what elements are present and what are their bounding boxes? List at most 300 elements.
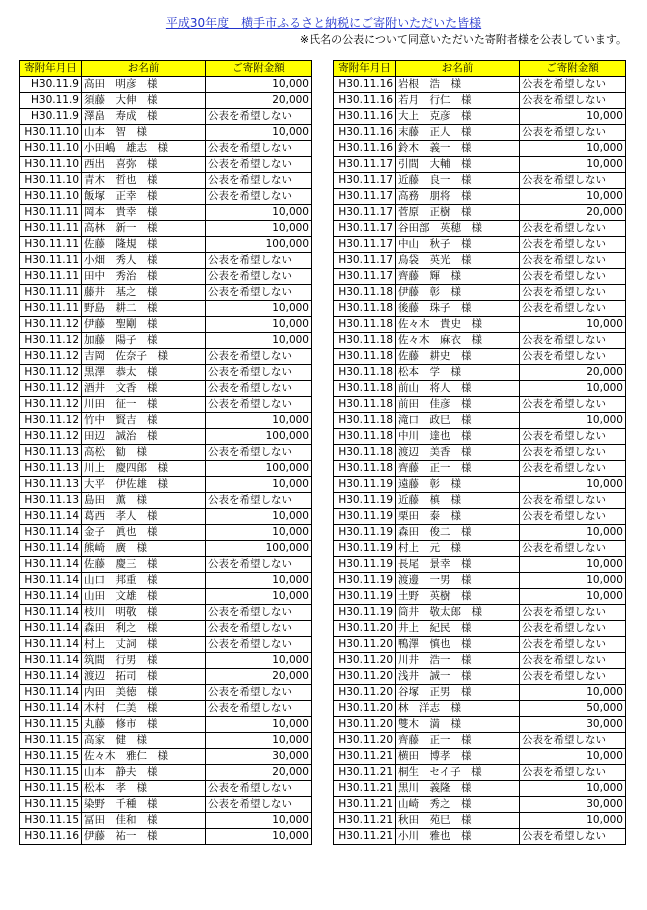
donation-date-cell: H30.11.19 — [334, 573, 396, 589]
donor-name-cell: 齊藤 正一 様 — [396, 733, 520, 749]
donation-date-cell: H30.11.17 — [334, 157, 396, 173]
donation-date-cell: H30.11.11 — [20, 269, 82, 285]
donation-date-cell: H30.11.14 — [20, 685, 82, 701]
donation-amount-cell: 10,000 — [520, 317, 626, 333]
table-row — [20, 269, 312, 285]
table-row — [20, 685, 312, 701]
donation-amount-cell: 公表を希望しない — [520, 125, 626, 141]
table-row — [334, 669, 626, 685]
table-row — [20, 317, 312, 333]
donor-name-cell: 佐藤 耕史 様 — [396, 349, 520, 365]
donor-name-cell: 筒井 敬太郎 様 — [396, 605, 520, 621]
donation-date-cell: H30.11.16 — [334, 141, 396, 157]
donation-date-cell: H30.11.20 — [334, 733, 396, 749]
donation-amount-cell: 100,000 — [206, 461, 312, 477]
donor-name-cell: 齊藤 輝 様 — [396, 269, 520, 285]
donor-name-cell: 黒川 義隆 様 — [396, 781, 520, 797]
donation-date-cell: H30.11.14 — [20, 509, 82, 525]
donor-name-cell: 近藤 良一 様 — [396, 173, 520, 189]
table-row — [334, 637, 626, 653]
donation-date-cell: H30.11.19 — [334, 509, 396, 525]
donor-name-cell: 秋田 苑巳 様 — [396, 813, 520, 829]
donation-date-cell: H30.11.18 — [334, 397, 396, 413]
donor-name-cell: 長尾 景幸 様 — [396, 557, 520, 573]
donation-amount-cell: 公表を希望しない — [206, 173, 312, 189]
donation-amount-cell: 10,000 — [520, 413, 626, 429]
donation-date-cell: H30.11.17 — [334, 221, 396, 237]
donor-name-cell: 染野 千種 様 — [82, 797, 206, 813]
donor-name-cell: 山本 静夫 様 — [82, 765, 206, 781]
donation-date-cell: H30.11.12 — [20, 413, 82, 429]
donation-amount-cell: 公表を希望しない — [206, 157, 312, 173]
donation-date-cell: H30.11.18 — [334, 429, 396, 445]
donation-amount-cell: 公表を希望しない — [206, 781, 312, 797]
donation-date-cell: H30.11.19 — [334, 493, 396, 509]
donor-name-cell: 渡辺 拓司 様 — [82, 669, 206, 685]
donation-date-cell: H30.11.10 — [20, 141, 82, 157]
table-row — [20, 461, 312, 477]
table-row — [334, 269, 626, 285]
donor-name-cell: 桐生 セイ子 様 — [396, 765, 520, 781]
donor-name-cell: 小畑 秀人 様 — [82, 253, 206, 269]
donation-amount-cell: 公表を希望しない — [206, 269, 312, 285]
donor-name-cell: 佐々木 雅仁 様 — [82, 749, 206, 765]
table-row — [334, 285, 626, 301]
donation-amount-cell: 公表を希望しない — [520, 493, 626, 509]
disclosure-note: ※氏名の公表について同意いただいた寄附者様を公表しています。 — [299, 33, 627, 46]
table-row — [334, 749, 626, 765]
donation-amount-cell: 公表を希望しない — [520, 509, 626, 525]
table-row — [334, 349, 626, 365]
donation-amount-cell: 公表を希望しない — [520, 285, 626, 301]
donation-amount-cell: 10,000 — [520, 381, 626, 397]
donation-date-cell: H30.11.15 — [20, 749, 82, 765]
donor-name-cell: 筑間 行男 様 — [82, 653, 206, 669]
donor-name-cell: 滝口 政巳 様 — [396, 413, 520, 429]
donation-date-cell: H30.11.10 — [20, 173, 82, 189]
donation-amount-cell: 10,000 — [520, 781, 626, 797]
donor-name-cell: 伊藤 祐一 様 — [82, 829, 206, 845]
donation-amount-cell: 公表を希望しない — [520, 397, 626, 413]
donation-amount-cell: 10,000 — [520, 109, 626, 125]
table-row — [334, 429, 626, 445]
donor-name-cell: 中川 達也 様 — [396, 429, 520, 445]
table-row — [20, 205, 312, 221]
donor-name-cell: 冨田 佳和 様 — [82, 813, 206, 829]
donation-date-cell: H30.11.21 — [334, 797, 396, 813]
table-row — [20, 109, 312, 125]
table-row — [334, 381, 626, 397]
donation-amount-cell: 100,000 — [206, 237, 312, 253]
donation-date-cell: H30.11.14 — [20, 525, 82, 541]
donation-date-cell: H30.11.12 — [20, 317, 82, 333]
donor-name-cell: 青木 哲也 様 — [82, 173, 206, 189]
donation-amount-cell: 公表を希望しない — [206, 253, 312, 269]
donation-date-cell: H30.11.18 — [334, 445, 396, 461]
table-row — [20, 509, 312, 525]
donation-amount-cell: 公表を希望しない — [520, 429, 626, 445]
donation-date-cell: H30.11.19 — [334, 605, 396, 621]
table-row — [334, 557, 626, 573]
donation-amount-cell: 公表を希望しない — [520, 653, 626, 669]
donation-date-cell: H30.11.12 — [20, 381, 82, 397]
table-row — [20, 381, 312, 397]
table-row — [334, 733, 626, 749]
donation-amount-cell: 10,000 — [206, 205, 312, 221]
table-row — [334, 573, 626, 589]
donation-date-cell: H30.11.15 — [20, 813, 82, 829]
donation-amount-cell: 公表を希望しない — [206, 109, 312, 125]
donation-date-cell: H30.11.15 — [20, 733, 82, 749]
header-date: 寄附年月日 — [334, 61, 396, 77]
donor-name-cell: 井上 紀民 様 — [396, 621, 520, 637]
donation-amount-cell: 10,000 — [206, 653, 312, 669]
donation-date-cell: H30.11.14 — [20, 621, 82, 637]
donation-amount-cell: 20,000 — [520, 205, 626, 221]
table-row — [20, 349, 312, 365]
donor-name-cell: 田中 秀治 様 — [82, 269, 206, 285]
donor-name-cell: 大平 伊佐雄 様 — [82, 477, 206, 493]
donation-amount-cell: 10,000 — [206, 573, 312, 589]
donation-amount-cell: 10,000 — [520, 573, 626, 589]
donation-date-cell: H30.11.11 — [20, 237, 82, 253]
donation-amount-cell: 10,000 — [206, 317, 312, 333]
table-row — [334, 525, 626, 541]
donor-name-cell: 鳥袋 英光 様 — [396, 253, 520, 269]
table-row — [20, 477, 312, 493]
donation-date-cell: H30.11.21 — [334, 813, 396, 829]
donation-amount-cell: 公表を希望しない — [206, 189, 312, 205]
donor-name-cell: 横田 博孝 様 — [396, 749, 520, 765]
donation-date-cell: H30.11.17 — [334, 253, 396, 269]
donation-date-cell: H30.11.12 — [20, 429, 82, 445]
table-row — [20, 397, 312, 413]
table-row — [20, 541, 312, 557]
donation-date-cell: H30.11.11 — [20, 301, 82, 317]
donation-date-cell: H30.11.18 — [334, 301, 396, 317]
donor-name-cell: 前田 佳彦 様 — [396, 397, 520, 413]
donor-name-cell: 高林 新一 様 — [82, 221, 206, 237]
table-row — [20, 797, 312, 813]
donation-date-cell: H30.11.11 — [20, 221, 82, 237]
table-row — [334, 765, 626, 781]
table-row — [334, 685, 626, 701]
donation-amount-cell: 100,000 — [206, 541, 312, 557]
donor-name-cell: 藤井 基之 様 — [82, 285, 206, 301]
table-row — [20, 429, 312, 445]
donor-name-cell: 竹中 賢吉 様 — [82, 413, 206, 429]
table-header-row — [20, 61, 312, 77]
donation-amount-cell: 公表を希望しない — [520, 173, 626, 189]
table-row — [20, 749, 312, 765]
table-row — [20, 637, 312, 653]
table-row — [334, 365, 626, 381]
table-row — [20, 285, 312, 301]
table-row — [334, 205, 626, 221]
table-row — [334, 253, 626, 269]
table-row — [334, 541, 626, 557]
donation-date-cell: H30.11.17 — [334, 189, 396, 205]
donor-name-cell: 近藤 槙 様 — [396, 493, 520, 509]
table-row — [20, 365, 312, 381]
donor-name-cell: 須藤 大伸 様 — [82, 93, 206, 109]
donor-name-cell: 齊藤 正一 様 — [396, 461, 520, 477]
table-row — [334, 237, 626, 253]
table-row — [334, 797, 626, 813]
donation-amount-cell: 公表を希望しない — [520, 93, 626, 109]
donation-date-cell: H30.11.16 — [334, 109, 396, 125]
donor-name-cell: 菅原 正樹 様 — [396, 205, 520, 221]
table-row — [334, 701, 626, 717]
donor-name-cell: 後藤 珠子 様 — [396, 301, 520, 317]
table-row — [334, 77, 626, 93]
donation-date-cell: H30.11.13 — [20, 477, 82, 493]
table-row — [20, 589, 312, 605]
donation-date-cell: H30.11.17 — [334, 237, 396, 253]
donor-name-cell: 高田 明彦 様 — [82, 77, 206, 93]
donation-date-cell: H30.11.11 — [20, 253, 82, 269]
donation-date-cell: H30.11.15 — [20, 765, 82, 781]
donor-name-cell: 山崎 秀之 様 — [396, 797, 520, 813]
table-row — [334, 173, 626, 189]
donation-date-cell: H30.11.9 — [20, 93, 82, 109]
donor-table-right — [333, 60, 626, 845]
donation-amount-cell: 公表を希望しない — [206, 285, 312, 301]
table-row — [334, 653, 626, 669]
donation-amount-cell: 10,000 — [520, 477, 626, 493]
donation-date-cell: H30.11.20 — [334, 685, 396, 701]
donation-amount-cell: 10,000 — [206, 829, 312, 845]
donation-date-cell: H30.11.18 — [334, 317, 396, 333]
donation-date-cell: H30.11.21 — [334, 765, 396, 781]
donor-name-cell: 金子 眞也 様 — [82, 525, 206, 541]
donor-name-cell: 小田嶋 雄志 様 — [82, 141, 206, 157]
donor-name-cell: 村上 丈詞 様 — [82, 637, 206, 653]
donation-amount-cell: 30,000 — [520, 717, 626, 733]
donation-date-cell: H30.11.15 — [20, 717, 82, 733]
donor-name-cell: 熊崎 廣 様 — [82, 541, 206, 557]
donation-date-cell: H30.11.20 — [334, 669, 396, 685]
table-row — [20, 717, 312, 733]
donation-amount-cell: 公表を希望しない — [206, 493, 312, 509]
donor-name-cell: 佐藤 慶三 様 — [82, 557, 206, 573]
donation-date-cell: H30.11.21 — [334, 829, 396, 845]
donor-name-cell: 吉岡 佐奈子 様 — [82, 349, 206, 365]
donation-date-cell: H30.11.19 — [334, 525, 396, 541]
donation-date-cell: H30.11.10 — [20, 157, 82, 173]
table-row — [334, 189, 626, 205]
table-row — [334, 301, 626, 317]
table-row — [334, 413, 626, 429]
donor-name-cell: 岩根 浩 様 — [396, 77, 520, 93]
donor-name-cell: 遠藤 彰 様 — [396, 477, 520, 493]
donor-name-cell: 西出 喜弥 様 — [82, 157, 206, 173]
donor-name-cell: 島田 薫 様 — [82, 493, 206, 509]
table-row — [334, 813, 626, 829]
donor-name-cell: 松本 孝 様 — [82, 781, 206, 797]
table-row — [334, 125, 626, 141]
donor-name-cell: 伊藤 聖剛 様 — [82, 317, 206, 333]
donation-amount-cell: 公表を希望しない — [206, 381, 312, 397]
table-row — [20, 125, 312, 141]
donation-date-cell: H30.11.16 — [334, 125, 396, 141]
table-row — [20, 93, 312, 109]
donor-name-cell: 加藤 陽子 様 — [82, 333, 206, 349]
donation-date-cell: H30.11.21 — [334, 749, 396, 765]
donation-amount-cell: 10,000 — [520, 813, 626, 829]
donation-amount-cell: 公表を希望しない — [206, 397, 312, 413]
donation-amount-cell: 10,000 — [206, 125, 312, 141]
table-header-row — [334, 61, 626, 77]
donation-date-cell: H30.11.10 — [20, 125, 82, 141]
donation-amount-cell: 10,000 — [520, 749, 626, 765]
donation-date-cell: H30.11.13 — [20, 445, 82, 461]
donation-amount-cell: 公表を希望しない — [520, 333, 626, 349]
donation-amount-cell: 公表を希望しない — [520, 765, 626, 781]
donor-name-cell: 高家 健 様 — [82, 733, 206, 749]
table-row — [20, 701, 312, 717]
donation-amount-cell: 10,000 — [206, 813, 312, 829]
donor-name-cell: 谷田部 英穂 様 — [396, 221, 520, 237]
donation-date-cell: H30.11.20 — [334, 637, 396, 653]
donor-name-cell: 谷塚 正男 様 — [396, 685, 520, 701]
table-row — [334, 93, 626, 109]
donation-amount-cell: 公表を希望しない — [520, 349, 626, 365]
donation-date-cell: H30.11.16 — [20, 829, 82, 845]
table-row — [334, 157, 626, 173]
donor-name-cell: 丸藤 修市 様 — [82, 717, 206, 733]
donor-name-cell: 栗田 泰 様 — [396, 509, 520, 525]
table-row — [20, 621, 312, 637]
donor-name-cell: 黒澤 恭太 様 — [82, 365, 206, 381]
donation-amount-cell: 公表を希望しない — [520, 269, 626, 285]
donation-amount-cell: 10,000 — [206, 717, 312, 733]
donation-amount-cell: 公表を希望しない — [520, 669, 626, 685]
table-row — [20, 653, 312, 669]
donor-name-cell: 山田 文雄 様 — [82, 589, 206, 605]
donation-date-cell: H30.11.14 — [20, 589, 82, 605]
donation-amount-cell: 公表を希望しない — [206, 685, 312, 701]
table-row — [20, 557, 312, 573]
donor-name-cell: 小川 雅也 様 — [396, 829, 520, 845]
donor-name-cell: 高務 朋将 様 — [396, 189, 520, 205]
donation-date-cell: H30.11.14 — [20, 669, 82, 685]
table-row — [334, 221, 626, 237]
donation-amount-cell: 10,000 — [520, 557, 626, 573]
donation-amount-cell: 30,000 — [520, 797, 626, 813]
donor-name-cell: 林 洋志 様 — [396, 701, 520, 717]
table-row — [334, 461, 626, 477]
table-row — [20, 157, 312, 173]
donor-name-cell: 鈴木 義一 様 — [396, 141, 520, 157]
table-row — [334, 109, 626, 125]
header-name: お名前 — [82, 61, 206, 77]
table-row — [20, 413, 312, 429]
donation-amount-cell: 公表を希望しない — [206, 797, 312, 813]
table-row — [20, 141, 312, 157]
table-row — [20, 573, 312, 589]
donation-amount-cell: 50,000 — [520, 701, 626, 717]
donation-date-cell: H30.11.20 — [334, 653, 396, 669]
donation-date-cell: H30.11.9 — [20, 77, 82, 93]
donor-name-cell: 葛西 孝人 様 — [82, 509, 206, 525]
donation-amount-cell: 公表を希望しない — [520, 637, 626, 653]
table-row — [20, 493, 312, 509]
donation-date-cell: H30.11.18 — [334, 461, 396, 477]
donor-table-left — [19, 60, 312, 845]
table-row — [20, 813, 312, 829]
donor-name-cell: 内田 美徳 様 — [82, 685, 206, 701]
donation-amount-cell: 公表を希望しない — [520, 301, 626, 317]
table-row — [20, 781, 312, 797]
donor-name-cell: 佐々木 麻衣 様 — [396, 333, 520, 349]
donor-name-cell: 渡辺 美香 様 — [396, 445, 520, 461]
donation-amount-cell: 10,000 — [520, 589, 626, 605]
donation-date-cell: H30.11.13 — [20, 461, 82, 477]
table-row — [334, 141, 626, 157]
donation-amount-cell: 公表を希望しない — [206, 621, 312, 637]
donor-name-cell: 木村 仁美 様 — [82, 701, 206, 717]
donation-date-cell: H30.11.16 — [334, 93, 396, 109]
donor-name-cell: 高松 勧 様 — [82, 445, 206, 461]
donation-amount-cell: 公表を希望しない — [206, 349, 312, 365]
donation-date-cell: H30.11.14 — [20, 637, 82, 653]
donor-name-cell: 鴨澤 慎也 様 — [396, 637, 520, 653]
donation-amount-cell: 10,000 — [520, 685, 626, 701]
donor-name-cell: 伊藤 彰 様 — [396, 285, 520, 301]
donation-date-cell: H30.11.18 — [334, 349, 396, 365]
table-row — [334, 397, 626, 413]
table-row — [334, 605, 626, 621]
donation-date-cell: H30.11.11 — [20, 285, 82, 301]
donation-date-cell: H30.11.18 — [334, 413, 396, 429]
donation-date-cell: H30.11.18 — [334, 285, 396, 301]
donation-date-cell: H30.11.10 — [20, 189, 82, 205]
donation-amount-cell: 10,000 — [206, 221, 312, 237]
donor-name-cell: 枝川 明敬 様 — [82, 605, 206, 621]
donation-date-cell: H30.11.14 — [20, 701, 82, 717]
header-amount: ご寄附金額 — [520, 61, 626, 77]
donor-name-cell: 森田 利之 様 — [82, 621, 206, 637]
donation-amount-cell: 公表を希望しない — [520, 77, 626, 93]
header-name: お名前 — [396, 61, 520, 77]
donation-amount-cell: 公表を希望しない — [520, 621, 626, 637]
donation-amount-cell: 10,000 — [206, 589, 312, 605]
donor-name-cell: 前山 将人 様 — [396, 381, 520, 397]
donation-amount-cell: 10,000 — [206, 333, 312, 349]
donation-date-cell: H30.11.18 — [334, 381, 396, 397]
table-row — [20, 333, 312, 349]
donation-amount-cell: 公表を希望しない — [206, 557, 312, 573]
donation-date-cell: H30.11.19 — [334, 477, 396, 493]
donation-date-cell: H30.11.15 — [20, 797, 82, 813]
donor-name-cell: 野島 耕二 様 — [82, 301, 206, 317]
table-row — [334, 829, 626, 845]
donation-date-cell: H30.11.20 — [334, 717, 396, 733]
donor-name-cell: 土野 英樹 様 — [396, 589, 520, 605]
donation-date-cell: H30.11.17 — [334, 205, 396, 221]
donation-amount-cell: 10,000 — [520, 189, 626, 205]
donor-name-cell: 川井 浩一 様 — [396, 653, 520, 669]
donation-date-cell: H30.11.17 — [334, 269, 396, 285]
donation-amount-cell: 公表を希望しない — [206, 365, 312, 381]
donor-name-cell: 松本 学 様 — [396, 365, 520, 381]
donor-name-cell: 村上 元 様 — [396, 541, 520, 557]
donation-date-cell: H30.11.19 — [334, 541, 396, 557]
donation-amount-cell: 10,000 — [206, 733, 312, 749]
donation-date-cell: H30.11.20 — [334, 621, 396, 637]
donor-name-cell: 若月 行仁 様 — [396, 93, 520, 109]
